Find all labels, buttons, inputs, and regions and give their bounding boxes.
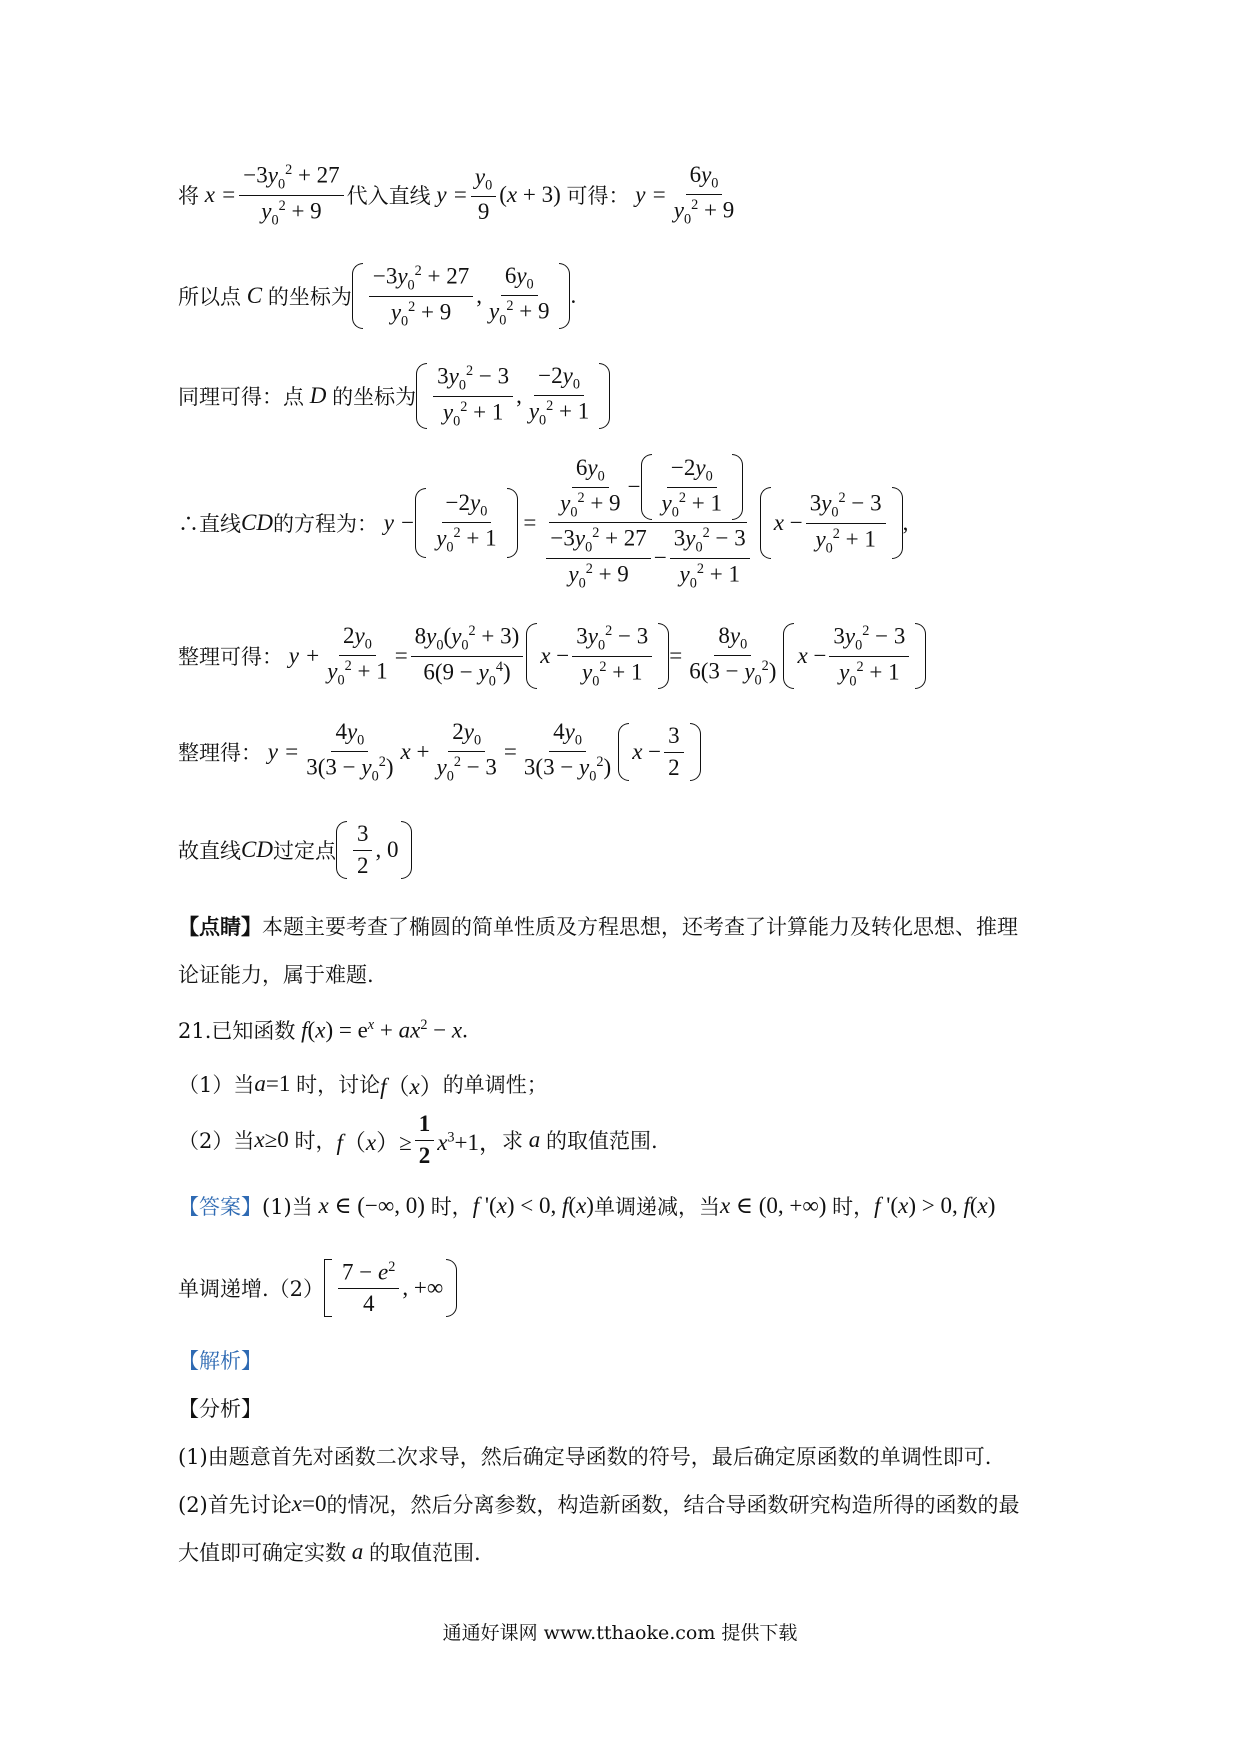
text: 所以点: [178, 285, 241, 309]
section-label: 【答案】: [178, 1195, 262, 1219]
text: 时，: [294, 1129, 337, 1153]
dianjing-line-1: [178, 906, 1018, 946]
fenxi-line-1: [178, 1436, 991, 1476]
text: 的情况，然后分离参数，构造新函数，结合导函数研究构造所得的函数的最: [326, 1493, 1020, 1517]
text: 求: [502, 1129, 524, 1153]
line-substitute: [178, 160, 741, 230]
text: 的取值范围.: [369, 1541, 481, 1565]
text: （1）当: [178, 1073, 255, 1097]
text: 将: [178, 184, 199, 208]
line-point-c: 所以点 C 的坐标为 $\frac{-3y_0^2 + 27}{y_0^2 + 9}$ , $\frac{6y_0}{y_0^2 + 9}$ .: [178, 262, 577, 329]
text: 的取值范围.: [546, 1129, 658, 1153]
text: 的坐标为: [332, 385, 417, 409]
fraction: $\frac{6y_0}{y_0^2 + 9}$: [673, 162, 735, 228]
text: 过定点: [272, 839, 336, 863]
line-cd-equation: ∴直线 CD 的方程为： y − $\frac{-2y_0}{y_0^2 + 1}$ = $\frac{6y_0}{y_0^2 + 9}$ − $\frac{-2y_0}{y_0^2 + 1}$ $\frac{-3y_0^2 + 27}{y_0^2 + 9}$ − $\frac{3y_0^2 - 3}{y_0^2 + 1}$ x − $\frac{3y_0^2 - 3}{y_0^2 + 1}$ ,: [178, 454, 909, 592]
text: (1)当: [262, 1195, 313, 1219]
fenxi-label-line: [178, 1388, 262, 1428]
math: C: [241, 283, 268, 308]
question-21-part-1: （1）当 a=1 时，讨论 f（x） 的单调性；: [178, 1071, 548, 1099]
math: y =: [430, 182, 468, 207]
text: 论证能力，属于难题.: [178, 963, 374, 987]
section-label: 【解析】: [178, 1349, 262, 1373]
text: 单调递增.（2）: [178, 1277, 325, 1301]
text: 21.已知函数: [178, 1019, 296, 1043]
math: x =: [199, 182, 237, 207]
text: 时，: [832, 1195, 875, 1219]
text: 时，讨论: [296, 1073, 381, 1097]
fenxi-line-3: 大值即可确定实数 a 的取值范围.: [178, 1539, 481, 1565]
big-fraction: $\frac{6y_0}{y_0^2 + 9}$ − $\frac{-2y_0}{y_0^2 + 1}$ $\frac{-3y_0^2 + 27}{y_0^2 + 9}$ − $\frac{3y_0^2 - 3}{y_0^2 + 1}$: [539, 454, 756, 591]
text: 本题主要考查了椭圆的简单性质及方程思想，还考查了计算能力及转化思想、推理: [262, 915, 1018, 939]
coordinates: $\frac{-3y_0^2 + 27}{y_0^2 + 9}$ , $\frac{6y_0}{y_0^2 + 9}$: [352, 263, 571, 329]
answer-line-2: 单调递增.（2） $\frac{7 - e^2}{4}$ , +∞: [178, 1250, 457, 1326]
jiexi-label-line: [178, 1340, 262, 1380]
answer-line-1: 【答案】 (1)当 x ∈ (−∞, 0) 时， f '(x) < 0, f(x) 单调递减，当 x ∈ (0, +∞) 时， f '(x) > 0, f(x): [178, 1193, 996, 1219]
text: 整理得：: [178, 741, 262, 765]
dianjing-line-2: [178, 954, 374, 994]
line-simplify-1: 整理可得： y + $\frac{2y_0}{y_0^2 + 1}$ = $\frac{8y_0(y_0^2 + 3)}{6(9 - y_0^4)}$ x − $\frac{3y_0^2 - 3}{y_0^2 + 1}$ = $\frac{8y_0}{6(3 - y_0^2)}$ x − $\frac{3y_0^2 - 3}{y_0^2 + 1}$: [178, 618, 926, 694]
fraction: $\frac{y_0}{9}$: [471, 164, 496, 225]
text: 的单调性；: [442, 1073, 548, 1097]
section-label: 【点睛】: [178, 914, 262, 939]
text: (1)由题意首先对函数二次求导，然后确定导函数的符号，最后确定原函数的单调性即可.: [178, 1445, 992, 1469]
text: 代入直线: [346, 184, 431, 208]
page-footer: 通通好课网 www.tthaoke.com 提供下载: [442, 1622, 798, 1644]
coordinates: $\frac{3y_0^2 - 3}{y_0^2 + 1}$ , $\frac{-2y_0}{y_0^2 + 1}$: [416, 363, 610, 429]
text: 故直线: [178, 839, 241, 863]
line-simplify-2: 整理得： y = $\frac{4y_0}{3(3 - y_0^2)}$ x + $\frac{2y_0}{y_0^2 - 3}$ = $\frac{4y_0}{3(3 - y_0^2)}$ x − $\frac{3}{2}$: [178, 714, 701, 790]
fenxi-line-2: (2)首先讨论 x=0 的情况，然后分离参数，构造新函数，结合导函数研究构造所得的函数的最: [178, 1491, 1020, 1517]
text: 同理可得：点: [178, 385, 304, 409]
question-21: 21.已知函数 $f(x) = e^x + ax^2 - x$.: [178, 1016, 468, 1043]
math: (x + 3): [499, 182, 567, 207]
line-fixed-point: 故直线 CD 过定点 $\frac{3}{2}$ , 0: [178, 812, 412, 888]
question-21-part-2: （2）当 x≥0 时， f（x）≥ $\frac{1}{2}$ $x^3+1$， 求 a 的取值范围.: [178, 1111, 658, 1168]
text: 整理可得：: [178, 645, 283, 669]
math: D: [304, 383, 333, 408]
text: 的方程为：: [272, 512, 378, 536]
math: CD: [241, 510, 273, 535]
line-point-d: [178, 358, 610, 434]
text: ∴直线: [178, 512, 241, 536]
text: 的坐标为: [267, 285, 352, 309]
text: (2)首先讨论: [178, 1493, 292, 1517]
section-label: 【分析】: [178, 1397, 262, 1421]
text: 可得：: [566, 184, 630, 208]
text: 时，: [430, 1195, 473, 1219]
fraction: $\frac{-3y_0^2 + 27}{y_0^2 + 9}$: [239, 162, 343, 228]
math: y =: [629, 182, 667, 207]
text: 单调递减，当: [593, 1195, 720, 1219]
text: （2）当: [178, 1129, 255, 1153]
text: 大值即可确定实数: [178, 1541, 346, 1565]
